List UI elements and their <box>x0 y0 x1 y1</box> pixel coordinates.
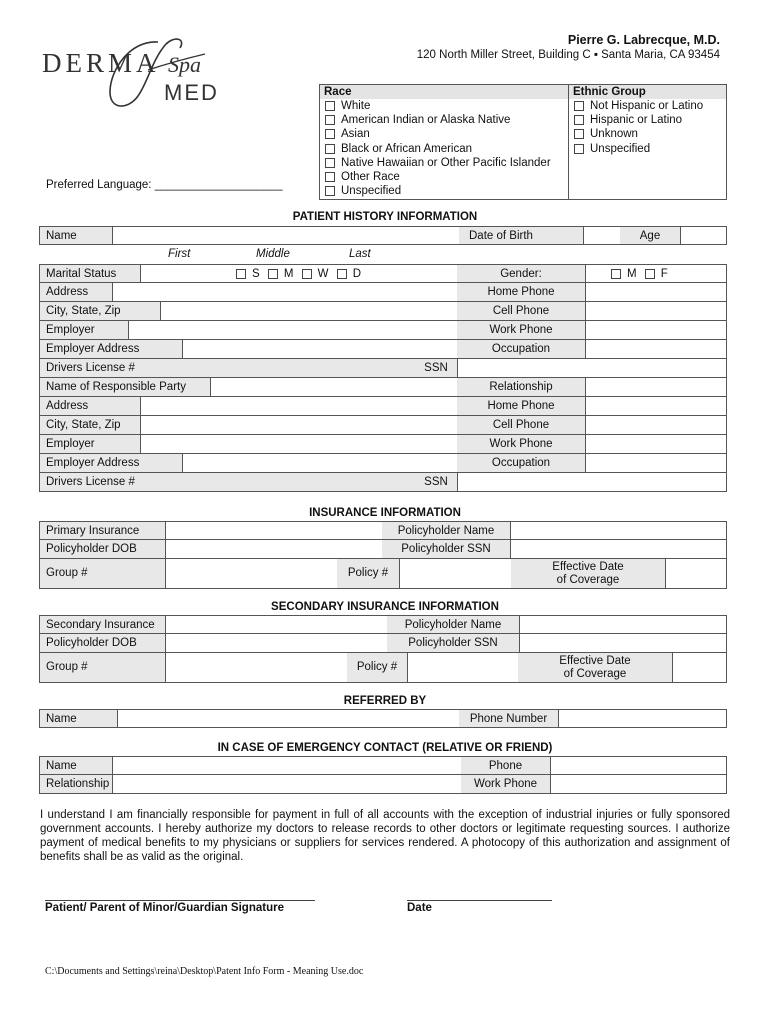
checkbox[interactable] <box>325 186 335 196</box>
employer2-input[interactable] <box>140 435 457 453</box>
name-input[interactable] <box>112 227 459 244</box>
license2-row: Drivers License # SSN <box>39 473 727 492</box>
sec-policyholder-ssn-input[interactable] <box>519 634 727 652</box>
checkbox[interactable] <box>574 144 584 154</box>
relationship-input[interactable] <box>585 378 727 396</box>
race-ethnic-table <box>319 84 727 200</box>
emergency-name-row: Name Phone <box>39 756 727 775</box>
secondary-row: Secondary Insurance Policyholder Name <box>39 615 727 634</box>
ethnic-option[interactable]: Unspecified <box>569 142 703 156</box>
responsible-input[interactable] <box>210 378 457 396</box>
gender-options[interactable]: M F <box>600 265 700 282</box>
address-row: Address Home Phone <box>39 283 727 302</box>
patient-history-title: PATIENT HISTORY INFORMATION <box>292 211 478 223</box>
primary-row: Primary Insurance Policyholder Name <box>39 521 727 540</box>
address2-input[interactable] <box>140 397 457 415</box>
race-option[interactable]: Native Hawaiian or Other Pacific Islander <box>320 156 551 170</box>
footer-file-path: C:\Documents and Settings\reina\Desktop\Patent Info Form - Meaning Use.doc <box>45 966 364 977</box>
city2-input[interactable] <box>140 416 457 434</box>
address-input[interactable] <box>112 283 457 301</box>
doctor-name: Pierre G. Labrecque, M.D. <box>567 33 720 47</box>
policyholder-dob-row: Policyholder DOB Policyholder SSN <box>39 540 727 559</box>
sec-group-input[interactable] <box>165 653 347 682</box>
work-phone2-input[interactable] <box>585 435 727 453</box>
occupation2-input[interactable] <box>585 454 727 472</box>
policy-input[interactable] <box>399 559 511 588</box>
home-phone2-input[interactable] <box>585 397 727 415</box>
responsible-row: Name of Responsible Party Relationship <box>39 378 727 397</box>
middle-label: Middle <box>256 248 290 260</box>
checkbox[interactable] <box>325 172 335 182</box>
city-row: City, State, Zip Cell Phone <box>39 302 727 321</box>
ethnic-option[interactable]: Unknown <box>569 127 703 141</box>
sec-policy-input[interactable] <box>407 653 518 682</box>
employer2-row: Employer Work Phone <box>39 435 727 454</box>
checkbox[interactable] <box>574 115 584 125</box>
ssn2-input[interactable] <box>457 473 727 491</box>
checkbox[interactable] <box>574 129 584 139</box>
last-label: Last <box>349 248 371 260</box>
race-option[interactable]: Other Race <box>320 170 551 184</box>
sec-policyholder-name-input[interactable] <box>519 616 727 633</box>
emergency-title: IN CASE OF EMERGENCY CONTACT (RELATIVE OR FRIEND) <box>217 742 553 754</box>
referred-phone-input[interactable] <box>558 710 727 727</box>
marital-options[interactable]: S M W D <box>225 265 405 282</box>
policyholder-name-input[interactable] <box>510 522 727 539</box>
secondary-insurance-title: SECONDARY INSURANCE INFORMATION <box>271 601 499 613</box>
city-input[interactable] <box>160 302 457 320</box>
employer-input[interactable] <box>128 321 457 339</box>
sec-policyholder-dob-row: Policyholder DOB Policyholder SSN <box>39 634 727 653</box>
signature-label: Patient/ Parent of Minor/Guardian Signature <box>45 902 284 914</box>
group-row: Group # Policy # Effective Date of Coverage <box>39 559 727 589</box>
race-option[interactable]: Black or African American <box>320 142 551 156</box>
race-option[interactable]: American Indian or Alaska Native <box>320 113 551 127</box>
city2-row: City, State, Zip Cell Phone <box>39 416 727 435</box>
checkbox[interactable] <box>325 158 335 168</box>
employer-address-row: Employer Address Occupation <box>39 340 727 359</box>
svg-text:DERMA: DERMA <box>42 48 160 78</box>
emergency-relationship-input[interactable] <box>112 775 461 793</box>
emergency-phone-input[interactable] <box>550 757 727 774</box>
emergency-relationship-row: Relationship Work Phone <box>39 775 727 794</box>
svg-text:MED: MED <box>164 80 219 105</box>
checkbox[interactable] <box>574 101 584 111</box>
date-line[interactable] <box>407 900 552 901</box>
employer-address2-input[interactable] <box>182 454 457 472</box>
referred-title: REFERRED BY <box>343 695 427 707</box>
effective-date-input[interactable] <box>665 559 727 588</box>
occupation-input[interactable] <box>585 340 727 358</box>
checkbox[interactable] <box>325 129 335 139</box>
group-input[interactable] <box>165 559 337 588</box>
insurance-title: INSURANCE INFORMATION <box>309 507 461 519</box>
emergency-work-phone-input[interactable] <box>550 775 727 793</box>
referred-row: Name Phone Number <box>39 709 727 728</box>
authorization-text: I understand I am financially responsible for payment in full of all accounts with the exception of industrial injuries or fully sponsored government accounts. I hereby authorize my doctors to release records to other doctors or legitimate requesting sources. I authorize payment of medical benefits to my physicians or suppliers for services rendered. A photocopy of this authorization and assignment of benefits shall be as valid as the original. <box>40 809 730 863</box>
dob-input[interactable] <box>583 227 620 244</box>
race-option[interactable]: Asian <box>320 127 551 141</box>
preferred-language-field[interactable]: Preferred Language: ____________________ <box>46 179 283 191</box>
emergency-name-input[interactable] <box>112 757 461 774</box>
checkbox[interactable] <box>325 115 335 125</box>
ssn-input[interactable] <box>457 359 727 377</box>
employer-address2-row: Employer Address Occupation <box>39 454 727 473</box>
ethnic-option[interactable]: Not Hispanic or Latino <box>569 99 703 113</box>
race-option[interactable]: Unspecified <box>320 184 551 198</box>
primary-input[interactable] <box>165 522 382 539</box>
svg-text:Spa: Spa <box>168 52 201 77</box>
ethnic-option[interactable]: Hispanic or Latino <box>569 113 703 127</box>
age-input[interactable] <box>680 227 727 244</box>
first-label: First <box>168 248 191 260</box>
sec-policyholder-dob-input[interactable] <box>165 634 387 652</box>
ethnic-header: Ethnic Group <box>569 85 726 99</box>
sec-effective-date-input[interactable] <box>672 653 727 682</box>
work-phone-input[interactable] <box>585 321 727 339</box>
referred-name-input[interactable] <box>117 710 459 727</box>
license-row: Drivers License # SSN <box>39 359 727 378</box>
marital-row: Marital Status S M W D Gender: M F <box>39 264 727 283</box>
cell-phone-input[interactable] <box>585 302 727 320</box>
policyholder-dob-input[interactable] <box>165 540 382 558</box>
cell-phone2-input[interactable] <box>585 416 727 434</box>
employer-address-input[interactable] <box>182 340 457 358</box>
signature-line[interactable] <box>45 900 315 901</box>
policyholder-ssn-input[interactable] <box>510 540 727 558</box>
clinic-address: 120 North Miller Street, Building C ▪ Santa Maria, CA 93454 <box>416 49 720 61</box>
dermaspa-med-logo <box>40 30 240 112</box>
sec-group-row: Group # Policy # Effective Date of Coverage <box>39 653 727 683</box>
race-header: Race <box>320 85 568 99</box>
checkbox[interactable] <box>325 144 335 154</box>
home-phone-input[interactable] <box>585 283 727 301</box>
date-label: Date <box>407 902 432 914</box>
name-row: Name Date of Birth Age <box>39 226 727 245</box>
address2-row: Address Home Phone <box>39 397 727 416</box>
checkbox[interactable] <box>325 101 335 111</box>
secondary-input[interactable] <box>165 616 387 633</box>
employer-row: Employer Work Phone <box>39 321 727 340</box>
race-option[interactable]: White <box>320 99 551 113</box>
